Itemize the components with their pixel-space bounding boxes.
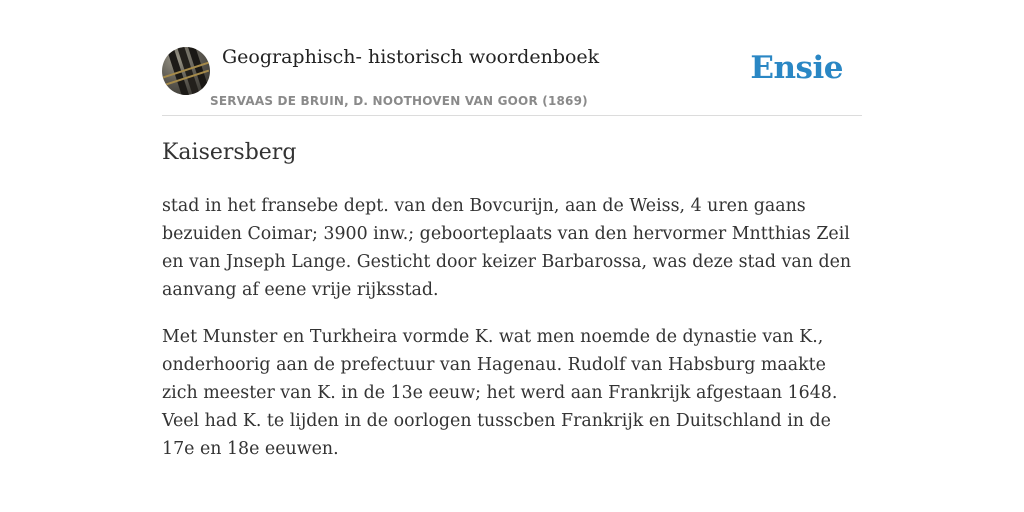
- entry-paragraph: stad in het fransebe dept. van den Bovcurijn, aan de Weiss, 4 uren gaans bezuiden Coimar; 3900 inw.; geboorteplaats van den hervormer Mntthias Zeil en van Jnseph Lange. Gesticht door keizer Barbarossa, was deze stad van den aanvang af eene vrije rijksstad.: [162, 196, 852, 300]
- book-cover-avatar[interactable]: [162, 47, 210, 95]
- book-title[interactable]: Geographisch- historisch woordenboek: [222, 46, 600, 68]
- entry-headword: Kaisersberg: [162, 140, 297, 165]
- ensie-logo[interactable]: Ensie: [750, 50, 843, 86]
- entry-header: [162, 0, 862, 116]
- book-authors: SERVAAS DE BRUIN, D. NOOTHOVEN VAN GOOR (1869): [210, 94, 588, 108]
- entry-card: [162, 0, 862, 512]
- entry-paragraph: Met Munster en Turkheira vormde K. wat men noemde de dynastie van K., onderhoorig aan de prefectuur van Hagenau. Rudolf van Habsburg maakte zich meester van K. in de 13e eeuw; het werd aan Frankrijk afgestaan 1648. Veel had K. te lijden in de oorlogen tusscben Frankrijk en Duitschland in de 17e en 18e eeuwen.: [162, 327, 838, 459]
